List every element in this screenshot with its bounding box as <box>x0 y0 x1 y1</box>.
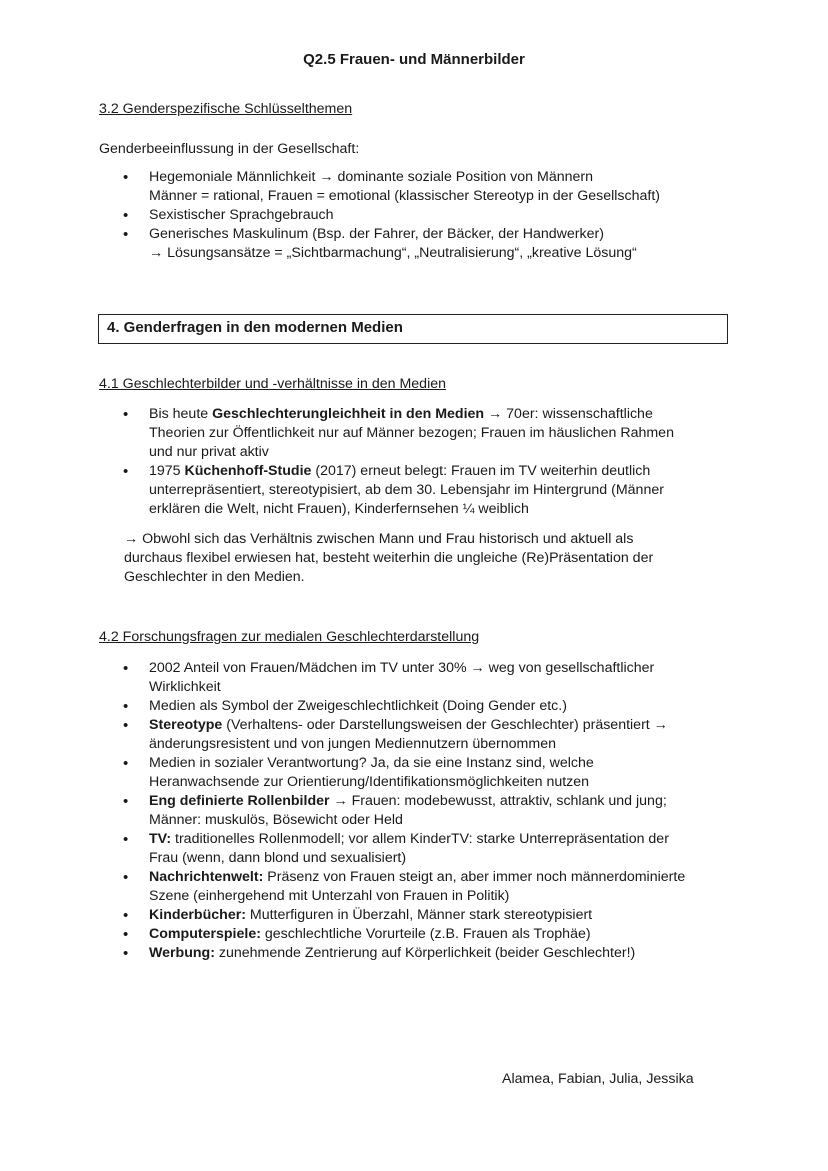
line: → Obwohl sich das Verhältnis zwischen Mann und Frau historisch und aktuell als <box>124 531 634 547</box>
list-item <box>122 868 742 906</box>
line: → Lösungsansätze = „Sichtbarmachung“, „Neutralisierung“, „kreative Lösung“ <box>149 245 637 261</box>
section-heading-4-1: 4.1 Geschlechterbilder und -verhältnisse in den Medien <box>99 376 447 392</box>
list-item <box>122 168 742 206</box>
line: Sexistischer Sprachgebrauch <box>149 207 334 223</box>
text: geschlechtliche Vorurteile (z.B. Frauen als Trophäe) <box>260 926 591 942</box>
bold-text: Kinderbücher: <box>149 907 246 923</box>
section-heading-4-2: 4.2 Forschungsfragen zur medialen Geschlechterdarstellung <box>99 629 480 645</box>
section-intro: Genderbeeinflussung in der Gesellschaft: <box>99 141 360 157</box>
chapter-heading: 4. Genderfragen in den modernen Medien <box>107 319 403 336</box>
text: (2017) erneut belegt: Frauen im TV weiterhin deutlich <box>311 463 651 479</box>
bold-text: Eng definierte Rollenbilder → <box>149 793 348 809</box>
line: änderungsresistent und von jungen Mediennutzern übernommen <box>149 736 556 752</box>
line: Medien als Symbol der Zweigeschlechtlichkeit (Doing Gender etc.) <box>149 698 567 714</box>
list-item <box>122 792 742 830</box>
text: Frauen: modebewusst, attraktiv, schlank und jung; <box>347 793 667 809</box>
line: Männer: muskulös, Bösewicht oder Held <box>149 812 403 828</box>
list-4-1 <box>122 405 742 519</box>
line: und nur privat aktiv <box>149 444 269 460</box>
bold-text: Computerspiele: <box>149 926 261 942</box>
text: zunehmende Zentrierung auf Körperlichkeit (beider Geschlechter!) <box>214 945 636 961</box>
list-item <box>122 405 742 462</box>
list-item <box>122 754 742 792</box>
text: Mutterfiguren in Überzahl, Männer stark stereotypisiert <box>245 907 593 923</box>
chapter-heading-box <box>98 314 728 344</box>
text: (Verhaltens- oder Darstellungsweisen der Geschlechter) präsentiert → <box>222 717 668 733</box>
line: Männer = rational, Frauen = emotional (klassischer Stereotyp in der Gesellschaft) <box>149 188 660 204</box>
text: Präsenz von Frauen steigt an, aber immer noch männerdominierte <box>263 869 686 885</box>
line: Theorien zur Öffentlichkeit nur auf Männer bezogen; Frauen im häuslichen Rahmen <box>149 425 674 441</box>
line: Heranwachsende zur Orientierung/Identifikationsmöglichkeiten nutzen <box>149 774 590 790</box>
line: Medien in sozialer Verantwortung? Ja, da sie eine Instanz sind, welche <box>149 755 594 771</box>
list-item <box>122 697 742 716</box>
list-4-2 <box>122 659 742 963</box>
bold-text: Geschlechterungleichheit in den Medien <box>212 406 485 422</box>
bold-text: TV: <box>149 831 172 847</box>
line: Geschlechter in den Medien. <box>124 569 305 585</box>
line: unterrepräsentiert, stereotypisiert, ab dem 30. Lebensjahr im Hintergrund (Männer <box>149 482 664 498</box>
list-item <box>122 906 742 925</box>
line: Generisches Maskulinum (Bsp. der Fahrer, der Bäcker, der Handwerker) <box>149 226 604 242</box>
line: Wirklichkeit <box>149 679 221 695</box>
bold-text: Küchenhoff-Studie <box>184 463 312 479</box>
text: traditionelles Rollenmodell; vor allem KinderTV: starke Unterrepräsentation der <box>171 831 669 847</box>
list-3-2 <box>122 168 742 263</box>
list-item <box>122 225 742 263</box>
author-footer: Alamea, Fabian, Julia, Jessika <box>502 1071 694 1087</box>
list-item <box>122 925 742 944</box>
text: Bis heute <box>149 406 213 422</box>
list-item <box>122 659 742 697</box>
section-heading-3-2: 3.2 Genderspezifische Schlüsselthemen <box>99 101 353 117</box>
list-item <box>122 462 742 519</box>
line: durchaus flexibel erwiesen hat, besteht weiterhin die ungleiche (Re)Präsentation der <box>124 550 654 566</box>
list-item <box>122 716 742 754</box>
bold-text: Stereotype <box>149 717 223 733</box>
conclusion-note <box>124 530 734 587</box>
list-item <box>122 944 742 963</box>
line: erklären die Welt, nicht Frauen), Kinderfernsehen ¼ weiblich <box>149 501 529 517</box>
page-title: Q2.5 Frauen- und Männerbilder <box>303 51 525 68</box>
line: Hegemoniale Männlichkeit → dominante soziale Position von Männern <box>149 169 593 185</box>
list-item <box>122 206 742 225</box>
text: → 70er: wissenschaftliche <box>484 406 653 422</box>
line: 2002 Anteil von Frauen/Mädchen im TV unter 30% → weg von gesellschaftlicher <box>149 660 655 676</box>
bold-text: Werbung: <box>149 945 215 961</box>
list-item <box>122 830 742 868</box>
text: 1975 <box>149 463 185 479</box>
bold-text: Nachrichtenwelt: <box>149 869 264 885</box>
line: Szene (einhergehend mit Unterzahl von Frauen in Politik) <box>149 888 510 904</box>
line: Frau (wenn, dann blond und sexualisiert) <box>149 850 407 866</box>
